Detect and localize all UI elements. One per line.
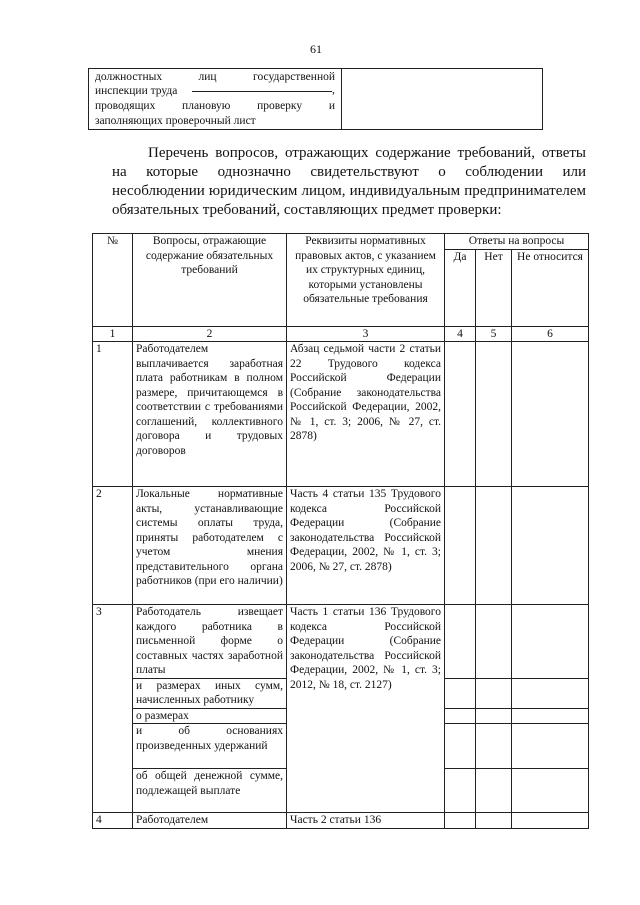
answer-yes-cell[interactable] <box>445 678 476 708</box>
row-requisites: Часть 1 статьи 136 Трудового кодекса Российской Федерации (Собрание законодательства Российской Федерации, 2002, № 1, ст. 3; 2012, № 18, ст. 2127) <box>287 605 445 813</box>
answer-yes-cell[interactable] <box>445 813 476 829</box>
row-question: Локальные нормативные акты, устанавливающие системы оплаты труда, приняты работодателем с учетом мнения представительного органа работников (при его наличии) <box>133 487 287 605</box>
answer-na-cell[interactable] <box>512 769 589 813</box>
blank-comma: , <box>332 84 335 96</box>
answer-na-cell[interactable] <box>512 813 589 829</box>
col-number-2: 2 <box>133 326 287 342</box>
row-num: 1 <box>93 342 133 487</box>
col-number-1: 1 <box>93 326 133 342</box>
requirements-table <box>92 233 589 829</box>
row-question: Работодателем выплачивается заработная плата работникам в полном размере, причитающемся в соответствии с требованиями соглашений, коллективного договора и трудовых договоров <box>133 342 287 487</box>
answer-na-cell[interactable] <box>512 605 589 679</box>
row-num: 2 <box>93 487 133 605</box>
row-subquestion: и об основаниях произведенных удержаний <box>133 724 287 769</box>
answer-no-cell[interactable] <box>476 342 512 487</box>
table-row <box>93 487 589 605</box>
col-number-5: 5 <box>476 326 512 342</box>
table-row <box>93 342 589 487</box>
col-number-3: 3 <box>287 326 445 342</box>
col-number-6: 6 <box>512 326 589 342</box>
inspector-line-2: инспекции труда <box>95 85 178 97</box>
row-subquestion: и размерах иных сумм, начисленных работнику <box>133 678 287 708</box>
answer-no-cell[interactable] <box>476 708 512 724</box>
page-number: 61 <box>310 42 322 56</box>
row-subquestion: Работодатель извещает каждого работника в письменной форме о составных частях заработной платы <box>133 605 287 679</box>
header-answers: Ответы на вопросы <box>445 234 589 250</box>
answer-no-cell[interactable] <box>476 678 512 708</box>
header-yes: Да <box>445 249 476 326</box>
answer-yes-cell[interactable] <box>445 724 476 769</box>
answer-no-cell[interactable] <box>476 724 512 769</box>
row-subquestion: об общей денежной сумме, подлежащей выплате <box>133 769 287 813</box>
row-subquestion: о размерах <box>133 708 287 724</box>
answer-yes-cell[interactable] <box>445 342 476 487</box>
answer-no-cell[interactable] <box>476 605 512 679</box>
answer-no-cell[interactable] <box>476 769 512 813</box>
header-no: Нет <box>476 249 512 326</box>
table-row <box>93 605 589 679</box>
answer-no-cell[interactable] <box>476 813 512 829</box>
header-questions: Вопросы, отражающие содержание обязательных требований <box>133 234 287 327</box>
answer-na-cell[interactable] <box>512 708 589 724</box>
answer-yes-cell[interactable] <box>445 769 476 813</box>
row-requisites: Часть 4 статьи 135 Трудового кодекса Российской Федерации (Собрание законодательства Российской Федерации, 2002, № 1, ст. 3; 2006, № 27, ст. 2878) <box>287 487 445 605</box>
answer-yes-cell[interactable] <box>445 708 476 724</box>
header-not-applicable: Не относится <box>512 249 589 326</box>
answer-na-cell[interactable] <box>512 487 589 605</box>
answer-yes-cell[interactable] <box>445 605 476 679</box>
answer-yes-cell[interactable] <box>445 487 476 605</box>
row-question: Работодателем <box>133 813 287 829</box>
answer-na-cell[interactable] <box>512 724 589 769</box>
answer-na-cell[interactable] <box>512 342 589 487</box>
header-requisites: Реквизиты нормативных правовых актов, с указанием их структурных единиц, которыми установлены обязательные требования <box>287 234 445 327</box>
col-number-4: 4 <box>445 326 476 342</box>
row-requisites: Абзац седьмой части 2 статьи 22 Трудового кодекса Российской Федерации (Собрание законодательства Российской Федерации, 2002, № 1, ст. 3; 2006, № 27, ст. 2878) <box>287 342 445 487</box>
inspector-name-blank <box>192 91 332 92</box>
answer-no-cell[interactable] <box>476 487 512 605</box>
inspector-line-1: должностных лиц государственной <box>95 71 335 83</box>
table-row <box>93 813 589 829</box>
box-divider <box>341 69 342 129</box>
inspector-info-box <box>88 68 543 130</box>
row-num: 3 <box>93 605 133 813</box>
intro-text: Перечень вопросов, отражающих содержание требований, ответы на которые однозначно свидетельствуют о соблюдении или несоблюдении юридическим лицом, индивидуальным предпринимателем обязательных требований, составляющих предмет проверки: <box>112 145 586 218</box>
inspector-line-3: проводящих плановую проверку и <box>95 100 335 112</box>
row-num: 4 <box>93 813 133 829</box>
row-requisites: Часть 2 статьи 136 <box>287 813 445 829</box>
inspector-line-4: заполняющих проверочный лист <box>95 115 256 127</box>
answer-na-cell[interactable] <box>512 678 589 708</box>
intro-paragraph <box>112 144 586 220</box>
header-num: № <box>93 234 133 327</box>
